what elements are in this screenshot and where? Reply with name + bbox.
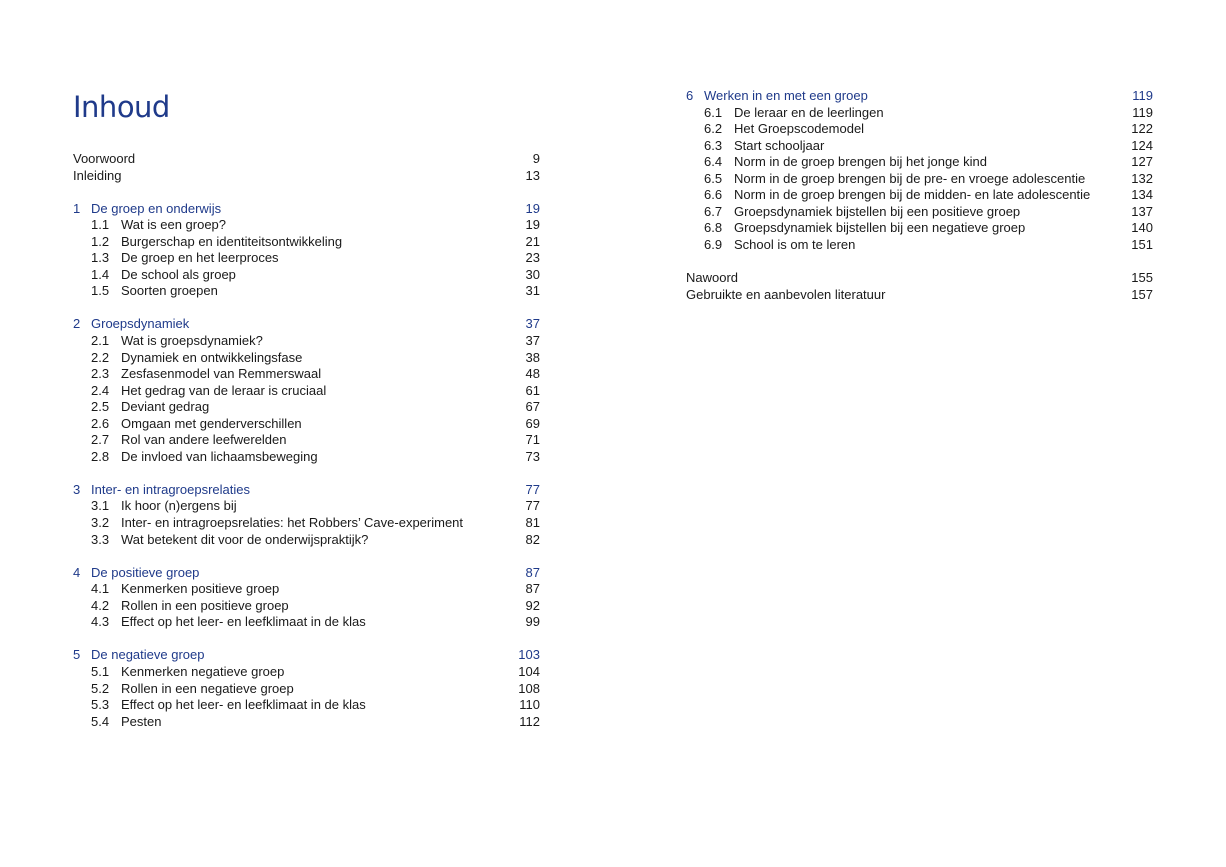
toc-entry-number: 6.4 [704, 154, 723, 170]
toc-section-entry [686, 138, 1153, 155]
toc-section-entry [73, 283, 540, 300]
toc-entry-title: Werken in en met een groep [704, 88, 868, 103]
toc-entry-title: Start schooljaar [734, 137, 825, 153]
toc-entry-page: 21 [525, 233, 540, 249]
toc-entry-page: 122 [1131, 121, 1153, 137]
toc-entry-title: Inter- en intragroepsrelaties: het Robbers’ Cave-experiment [121, 515, 464, 531]
toc-entry-page: 69 [525, 415, 540, 431]
toc-entry-page: 157 [1131, 286, 1153, 302]
toc-entry-title: Wat is groepsdynamiek? [121, 333, 263, 349]
toc-entry-number: 6.6 [704, 187, 723, 203]
toc-entry-title: De leraar en de leerlingen [734, 104, 884, 120]
toc-entry-title: Voorwoord [73, 151, 136, 166]
toc-entry-title: School is om te leren [734, 236, 856, 252]
toc-section-entry [73, 366, 540, 383]
toc-entry-number: 1 [73, 200, 81, 216]
toc-entry-title: De positieve groep [91, 564, 200, 580]
toc-entry-page: 38 [525, 349, 540, 365]
toc-entry-page: 73 [525, 448, 540, 464]
toc-section-entry [73, 250, 540, 267]
toc-section-entry [73, 664, 540, 681]
toc-entry-number: 1.3 [91, 250, 110, 266]
toc-section-entry [686, 220, 1153, 237]
toc-chapter-entry [73, 565, 540, 582]
toc-entry-number: 2.7 [91, 432, 110, 448]
toc-entry-number: 3.1 [91, 498, 110, 514]
toc-spacer [73, 548, 540, 565]
toc-entry-title: Groepsdynamiek [91, 316, 190, 332]
toc-entry-title: Norm in de groep brengen bij de midden- en late adolescentie [734, 187, 1091, 203]
toc-section-entry [73, 515, 540, 532]
toc-entry-page: 77 [525, 498, 540, 514]
toc-entry-title: Norm in de groep brengen bij de pre- en vroege adolescentie [734, 170, 1086, 186]
toc-entry-number: 2.6 [91, 415, 110, 431]
toc-section-entry [686, 187, 1153, 204]
toc-entry-page: 124 [1131, 137, 1153, 153]
toc-spacer [73, 184, 540, 201]
toc-entry-number: 6.9 [704, 236, 723, 252]
toc-section-entry [73, 267, 540, 284]
toc-entry-number: 6.3 [704, 137, 723, 153]
toc-entry-page: 127 [1131, 154, 1153, 170]
toc-section-entry [73, 217, 540, 234]
toc-entry-page: 30 [525, 266, 540, 282]
toc-chapter-entry [73, 316, 540, 333]
toc-section-entry [686, 171, 1153, 188]
toc-section-entry [73, 383, 540, 400]
toc-entry-number: 6.5 [704, 170, 723, 186]
toc-section-entry [73, 681, 540, 698]
toc-entry-page: 81 [525, 515, 540, 531]
toc-entry-page: 140 [1131, 220, 1153, 236]
toc-entry-number: 5.4 [91, 713, 110, 729]
toc-entry-number: 1.1 [91, 217, 110, 233]
toc-entry-page: 92 [525, 597, 540, 613]
toc-section-entry [73, 399, 540, 416]
toc-entry-page: 82 [525, 531, 540, 547]
toc-entry-page: 67 [525, 399, 540, 415]
toc-section-entry [73, 498, 540, 515]
toc-spacer [73, 631, 540, 648]
toc-entry-number: 2.2 [91, 349, 110, 365]
toc-entry-number: 6 [686, 88, 694, 103]
toc-entry-title: Kenmerken negatieve groep [121, 663, 285, 679]
toc-section-entry [73, 449, 540, 466]
toc-entry-title: Het Groepscodemodel [734, 121, 865, 137]
toc-entry-title: Gebruikte en aanbevolen literatuur [686, 286, 886, 302]
toc-chapter-entry [686, 88, 1153, 105]
toc-section-entry [73, 532, 540, 549]
toc-section-entry [73, 697, 540, 714]
toc-entry-number: 2.3 [91, 366, 110, 382]
toc-entry-number: 3 [73, 481, 81, 497]
toc-entry-page: 13 [525, 167, 540, 183]
toc-left [73, 151, 540, 730]
toc-entry-title: Pesten [121, 713, 162, 729]
toc-entry-title: Kenmerken positieve groep [121, 581, 280, 597]
toc-entry-number: 6.1 [704, 104, 723, 120]
toc-entry-page: 37 [525, 333, 540, 349]
toc-entry-title: Wat betekent dit voor de onderwijspraktijk? [121, 531, 369, 547]
toc-section-entry [686, 105, 1153, 122]
toc-entry-page: 77 [525, 481, 540, 497]
toc-entry-title: Effect op het leer- en leefklimaat in de klas [121, 614, 366, 630]
toc-entry-number: 5 [73, 647, 81, 663]
toc-entry-number: 5.3 [91, 697, 110, 713]
toc-entry-title: Wat is een groep? [121, 217, 227, 233]
toc-entry [73, 168, 540, 185]
toc-entry-number: 4.1 [91, 581, 110, 597]
toc-section-entry [73, 614, 540, 631]
toc-entry-title: Omgaan met genderverschillen [121, 415, 302, 431]
toc-entry-page: 99 [525, 614, 540, 630]
toc-section-entry [686, 204, 1153, 221]
toc-entry-number: 1.5 [91, 283, 110, 299]
toc-entry-title: Rol van andere leefwerelden [121, 432, 287, 448]
toc-entry-page: 71 [525, 432, 540, 448]
toc-entry-number: 2.1 [91, 333, 110, 349]
toc-section-entry [686, 121, 1153, 138]
toc-entry-number: 4.3 [91, 614, 110, 630]
toc-entry [73, 151, 540, 168]
toc-entry-page: 87 [525, 564, 540, 580]
toc-entry-title: Burgerschap en identiteitsontwikkeling [121, 233, 343, 249]
toc-entry-title: Inter- en intragroepsrelaties [91, 481, 250, 497]
toc-entry-number: 2.8 [91, 448, 110, 464]
toc-entry-number: 6.8 [704, 220, 723, 236]
page-title: Inhoud [73, 90, 170, 124]
toc-entry-page: 87 [525, 581, 540, 597]
toc-section-entry [73, 234, 540, 251]
toc-entry-number: 3.3 [91, 531, 110, 547]
toc-entry-page: 48 [525, 366, 540, 382]
toc-entry-page: 119 [1132, 104, 1153, 120]
toc-entry-number: 2 [73, 316, 81, 332]
toc-entry-number: 5.2 [91, 680, 110, 696]
toc-entry-page: 19 [525, 217, 540, 233]
toc-chapter-entry [73, 482, 540, 499]
toc-entry-page: 119 [1132, 88, 1153, 103]
toc-entry-title: Effect op het leer- en leefklimaat in de klas [121, 697, 366, 713]
toc-entry-page: 155 [1131, 270, 1153, 286]
toc-entry-number: 3.2 [91, 515, 110, 531]
toc-entry-page: 151 [1131, 236, 1153, 252]
toc-entry-title: Nawoord [686, 270, 739, 286]
toc-section-entry [686, 237, 1153, 254]
toc-section-entry [73, 432, 540, 449]
toc-entry-title: Norm in de groep brengen bij het jonge kind [734, 154, 987, 170]
toc-entry-page: 132 [1131, 170, 1153, 186]
toc-spacer [686, 253, 1153, 270]
toc-entry-page: 19 [525, 200, 540, 216]
toc-entry-title: Inleiding [73, 167, 122, 183]
toc-entry-page: 134 [1131, 187, 1153, 203]
toc-entry-title: Dynamiek en ontwikkelingsfase [121, 349, 303, 365]
toc-entry-title: Groepsdynamiek bijstellen bij een negatieve groep [734, 220, 1026, 236]
toc-section-entry [73, 581, 540, 598]
toc-entry-page: 112 [519, 713, 540, 729]
toc-entry-title: Ik hoor (n)ergens bij [121, 498, 237, 514]
toc-entry-page: 61 [525, 382, 540, 398]
toc-entry-title: Deviant gedrag [121, 399, 210, 415]
toc-chapter-entry [73, 201, 540, 218]
toc-entry-page: 37 [525, 316, 540, 332]
toc-entry-title: Groepsdynamiek bijstellen bij een positieve groep [734, 203, 1021, 219]
toc-entry-page: 137 [1131, 203, 1153, 219]
toc-entry-title: Rollen in een negatieve groep [121, 680, 294, 696]
toc-section-entry [73, 714, 540, 731]
toc-entry-title: Zesfasenmodel van Remmerswaal [121, 366, 322, 382]
toc-spacer [73, 300, 540, 317]
toc-entry-title: Het gedrag van de leraar is cruciaal [121, 382, 327, 398]
toc-entry-number: 6.7 [704, 203, 723, 219]
toc-entry [686, 287, 1153, 304]
toc-entry-title: De groep en het leerproces [121, 250, 279, 266]
toc-entry-page: 110 [519, 697, 540, 713]
toc-section-entry [73, 350, 540, 367]
toc-section-entry [73, 416, 540, 433]
toc-section-entry [686, 154, 1153, 171]
toc-entry-title: De negatieve groep [91, 647, 205, 663]
toc-section-entry [73, 333, 540, 350]
toc-entry-page: 104 [518, 663, 540, 679]
toc-entry-title: Rollen in een positieve groep [121, 597, 289, 613]
toc-spacer [73, 465, 540, 482]
toc-entry-page: 103 [518, 647, 540, 663]
toc-section-entry [73, 598, 540, 615]
toc-entry-number: 2.5 [91, 399, 110, 415]
toc-entry-page: 23 [525, 250, 540, 266]
toc-entry-page: 108 [518, 680, 540, 696]
toc-entry-number: 4 [73, 564, 81, 580]
toc-entry-title: De invloed van lichaamsbeweging [121, 448, 318, 464]
toc-entry-number: 1.4 [91, 266, 110, 282]
toc-entry-number: 1.2 [91, 233, 110, 249]
toc-entry-title: Soorten groepen [121, 283, 218, 299]
toc-entry-title: De school als groep [121, 266, 236, 282]
toc-entry-number: 2.4 [91, 382, 110, 398]
toc-entry-number: 5.1 [91, 663, 110, 679]
toc-entry-page: 9 [532, 151, 540, 166]
toc-entry-page: 31 [525, 283, 540, 299]
toc-entry-title: De groep en onderwijs [91, 200, 222, 216]
toc-entry [686, 270, 1153, 287]
toc-entry-number: 4.2 [91, 597, 110, 613]
toc-chapter-entry [73, 647, 540, 664]
toc-right [686, 88, 1153, 303]
toc-entry-number: 6.2 [704, 121, 723, 137]
